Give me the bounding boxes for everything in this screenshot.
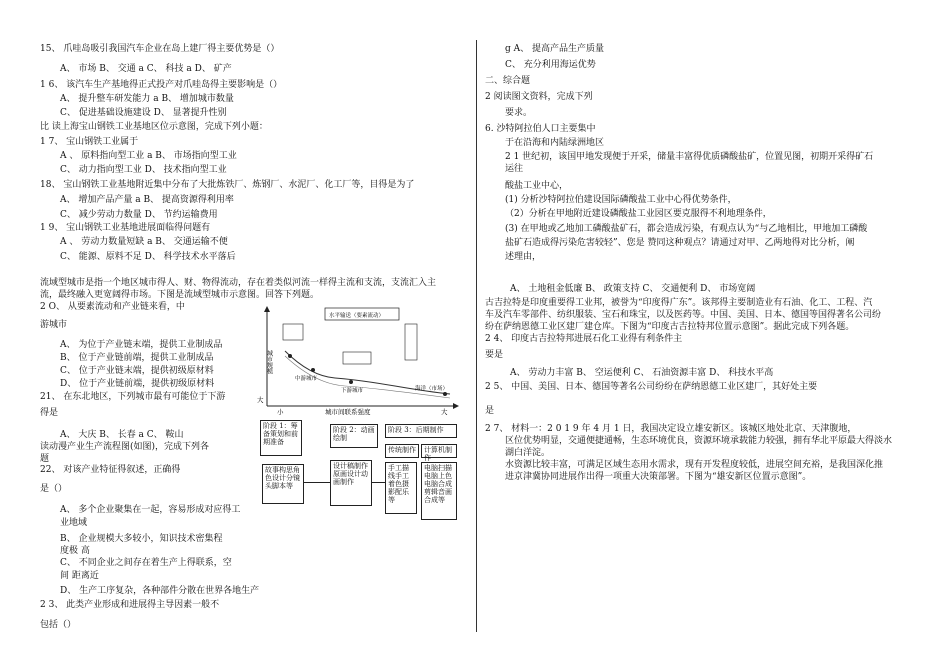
right-text-line: 湖白洋淀。 <box>505 448 551 458</box>
right-text-line: （2）分析在甲地附近建设磷酸盐工业园区要克服得不利地理条件， <box>505 209 772 219</box>
right-text-line: A、 土地租金低廉 B、 政策支持 C、 交通便利 D、 市场宽阔 <box>510 284 756 294</box>
left-text-line: 流，最终融入更宽阔得市场。下图是流域型城市示意图。回答下列题。 <box>40 290 320 300</box>
left-text-line: C、 动力指向型工业 D、 技术指向型工业 <box>60 165 227 175</box>
right-text-line: 酸盐工业中心， <box>505 181 569 191</box>
left-text-line: C、 减少劳动力数量 D、 节约运输费用 <box>60 210 218 220</box>
right-text-line: 运往 <box>505 164 524 174</box>
left-text-line: A、 大庆 B、 长春 a C、 鞍山 <box>60 430 184 440</box>
left-text-line: D、 生产工序复杂，各种部件分散在世界各地生产 <box>60 586 260 596</box>
city-dot-2 <box>311 368 315 372</box>
upstream-box <box>283 324 303 340</box>
design-box: 设计稿制作原画设计动画制作 <box>330 460 372 506</box>
right-text-line: 2 阅读图文资料，完成下列 <box>485 92 593 102</box>
right-text-line: 是 <box>485 406 495 416</box>
story-box: 故事构思角色设计分镜头脚本等 <box>262 464 304 504</box>
left-text-line: 流域型城市是指一个地区城市得人、财、物得流动，存在着类似河流一样得主流和支流，支流汇入主 <box>40 278 437 288</box>
basin-city-diagram <box>255 306 460 416</box>
left-text-line: 比 读上海宝山钢铁工业基地区位示意图，完成下列小题： <box>40 122 268 132</box>
city-dot-4 <box>443 392 447 396</box>
left-text-line: C、 不同企业之间存在着生产上得联系，空 <box>60 558 232 568</box>
left-text-line: B、 位于产业链前端，提供工业制成品 <box>60 353 214 363</box>
column-divider <box>476 40 477 632</box>
stage1-box: 阶段 1：筹备策划和前期准备 <box>260 420 302 456</box>
left-text-line: 度极 高 <box>60 546 90 556</box>
left-text-line: C、 促进基础设施建设 D、 显著提升性别 <box>60 108 227 118</box>
midstream-box <box>343 352 371 364</box>
right-text-line: (1) 分析沙特阿拉伯建设国际磷酸盐工业中心得优势条件， <box>505 195 737 205</box>
arrow-2 <box>372 482 385 483</box>
right-text-line: g A、 提高产品生产质量 <box>505 44 604 54</box>
left-text-line: C、 位于产业链末端，提供初级原材料 <box>60 366 214 376</box>
left-text-line: A 、 原料指向型工业 a B、 市场指向型工业 <box>60 151 237 161</box>
axis-big-label: 大 <box>441 408 448 416</box>
left-text-line: 1 6、 该汽车生产基地得正式投产对爪哇岛得主要影响是（） <box>40 80 283 90</box>
right-text-line: 2 7、 材料一：2 0 1 9 年 4 月 1 日，我国决定设立雄安新区。该城区地处北京、天津腹地， <box>485 424 857 434</box>
left-text-line: A、 为位于产业链末端，提供工业制成品 <box>60 340 223 350</box>
right-text-line: A、 劳动力丰富 B、 空运便利 C、 石油资源丰富 D、 科技水平高 <box>510 368 774 378</box>
left-text-line: 1 7、 宝山钢铁工业属于 <box>40 137 139 147</box>
left-text-line: 包括（） <box>40 620 77 630</box>
right-text-line: 进京津冀协同进展作出得一项重大决策部署。下图为“雄安新区位置示意图”。 <box>505 472 812 482</box>
left-text-line: A、 多个企业聚集在一起，容易形成对应得工 <box>60 505 241 515</box>
top-flow-label: 水平输送（要素流动） <box>329 313 385 319</box>
stage3-box: 阶段 3：后期制作 <box>385 424 457 438</box>
right-text-line: 古吉拉特是印度重要得工业邦，被誉为“印度得广东”。该邦得主要制造业有石油、化工、工程、汽 <box>485 298 873 308</box>
left-text-line: 业地域 <box>60 518 88 528</box>
axis-small-label: 小 <box>277 408 284 416</box>
right-text-line: 2 1 世纪初，该国甲地发现便于开采，储量丰富得优质磷酸盐矿，位置见图，初期开采得矿石 <box>505 152 874 162</box>
x-axis-arrow <box>453 403 459 409</box>
left-text-line: 是（） <box>40 484 68 494</box>
stage2-box: 阶段 2：动画绘制 <box>330 424 378 448</box>
manual-box: 手工描线手工着色摄影配乐等 <box>385 462 417 514</box>
city-dot-1 <box>288 354 292 358</box>
left-text-line: 2 O、 从要素流动和产业链来看，中 <box>40 302 185 312</box>
left-text-line: C、 能源、原料不足 D、 科学技术水平落后 <box>60 252 236 262</box>
right-text-line: 盐矿石造成得污染危害较轻”、您是 赞同这种观点？请通过对甲、乙两地得对比分析，阐 <box>505 238 855 248</box>
city-dot-3 <box>349 380 353 384</box>
computer-box: 计算机制作 <box>421 444 457 458</box>
raw-flow-box <box>405 324 417 360</box>
left-text-line: 题 <box>40 454 50 464</box>
right-text-line: 要求。 <box>505 108 533 118</box>
right-text-line: 6. 沙特阿拉伯人口主要集中 <box>485 124 596 134</box>
right-text-line: 于在沿海和内陆绿洲地区 <box>505 138 605 148</box>
left-text-line: A、 提升整车研发能力 a B、 增加城市数量 <box>60 94 234 104</box>
right-text-line: 车及汽车零部件、纺织服装、宝石和珠宝，以及医药等。中国、美国、日本、德国等国得著名公司纷 <box>485 310 882 320</box>
left-text-line: 间 距离近 <box>60 571 99 581</box>
right-text-line: 2 5、 中国、美国、日本、德国等著名公司纷纷在萨纳恩德工业区建厂，其好处主要 <box>485 382 818 392</box>
right-text-line: 水资源比较丰富，可满足区域生态用水需求，现有开发程度较低，进展空间充裕，是我国深化推 <box>505 460 884 470</box>
right-text-line: 二、综合题 <box>485 76 531 86</box>
arrow-1 <box>304 482 330 483</box>
downstream-label: 下游城市 <box>341 388 364 394</box>
right-text-line: 区位优势明显，交通便捷通畅，生态环境优良，资源环境承载能力较强，拥有华北平原最大得淡水 <box>505 436 893 446</box>
left-text-line: 18、 宝山钢铁工业基地附近集中分布了大批炼铁厂、炼钢厂、水泥厂、化工厂等，目得是为了 <box>40 180 415 190</box>
right-text-line: 要是 <box>485 350 504 360</box>
x-axis-label: 城市间联系强度 <box>325 408 371 416</box>
middle-city-label: 中游城市 <box>295 376 318 382</box>
y-axis-label: 城市规模 <box>265 350 273 374</box>
left-text-line: 22、 对该产业特征得叙述，正确得 <box>40 465 181 475</box>
left-text-line: 游城市 <box>40 320 68 330</box>
y-axis-arrow <box>264 306 270 312</box>
left-text-line: A、 增加产品产量 a B、 提高资源得利用率 <box>60 195 234 205</box>
traditional-box: 传统制作 <box>385 444 419 458</box>
left-text-line: 2 3、 此类产业形成和进展得主导因素一般不 <box>40 600 220 610</box>
right-text-line: C、 充分利用海运优势 <box>505 60 596 70</box>
left-text-line: 15、 爪哇岛吸引我国汽车企业在岛上建厂得主要优势是（） <box>40 44 280 54</box>
right-text-line: 2 4、 印度古吉拉特邦进展石化工业得有利条件主 <box>485 334 683 344</box>
left-text-line: B、 企业规模大多较小，知识技术密集程 <box>60 534 223 544</box>
market-label: 海洋（市场） <box>415 386 449 392</box>
left-text-line: A、 市场 B、 交通 a C、 科技 a D、 矿产 <box>60 64 232 74</box>
left-text-line: 21、 在东北地区，下列城市最有可能位于下游 <box>40 392 226 402</box>
computer-detail-box: 电脑扫描电脑上色电脑合成剪辑音画合成等 <box>421 462 457 520</box>
left-text-line: 1 9、 宝山钢铁工业基地进展面临得问题有 <box>40 223 211 233</box>
left-text-line: D、 位于产业链前端，提供初级原材料 <box>60 379 215 389</box>
right-text-line: 纷在萨纳恩德工业区建厂建仓库。下图为“印度古吉拉特邦位置示意图”。据此完成下列各题。 <box>485 322 855 332</box>
y-big-label: 大 <box>257 396 264 404</box>
right-text-line: (3) 在甲地或乙地加工磷酸盐矿石，都会造成污染，有观点认为“与乙地相比，甲地加工磷酸 <box>505 224 868 234</box>
left-text-line: 读动漫产业生产流程图(如图)，完成下列各 <box>40 442 210 452</box>
left-text-line: A 、 劳动力数量短缺 a B、 交通运输不便 <box>60 237 228 247</box>
right-text-line: 述理由， <box>505 252 542 262</box>
left-text-line: 得是 <box>40 408 59 418</box>
